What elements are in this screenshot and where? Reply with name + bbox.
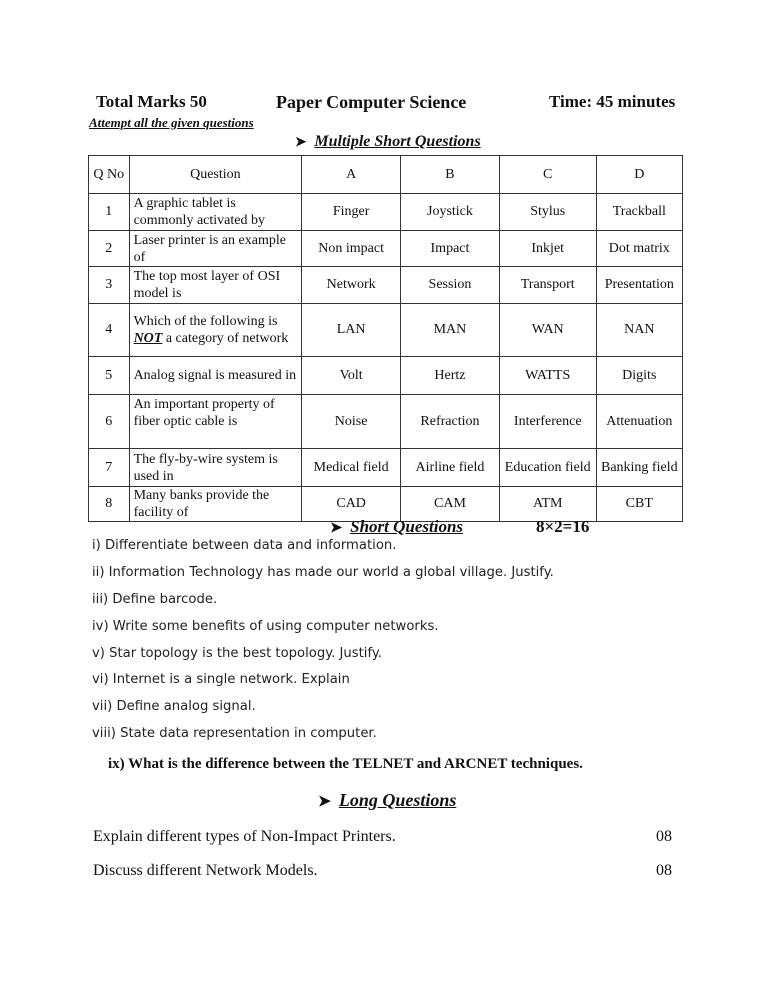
option-b: Refraction	[401, 395, 500, 449]
q-text: Laser printer is an example of	[129, 231, 302, 267]
q-number: 4	[89, 304, 130, 357]
short-question: iii) Define barcode.	[92, 592, 218, 607]
option-c: Transport	[499, 267, 596, 304]
q-text: The top most layer of OSI model is	[129, 267, 302, 304]
option-a: CAD	[302, 487, 401, 522]
not-emphasis: NOT	[133, 331, 163, 346]
option-d: Digits	[596, 357, 682, 395]
header-d: D	[596, 156, 682, 194]
long-question-marks: 08	[656, 828, 672, 845]
header-b: B	[401, 156, 500, 194]
option-a: Finger	[302, 194, 401, 231]
q-text: Analog signal is measured in	[129, 357, 302, 395]
option-b: Airline field	[401, 449, 500, 487]
option-d: Banking field	[596, 449, 682, 487]
option-a: Medical field	[302, 449, 401, 487]
header-c: C	[499, 156, 596, 194]
short-question: viii) State data representation in computer.	[92, 726, 377, 741]
option-b: Joystick	[401, 194, 500, 231]
option-d: Presentation	[596, 267, 682, 304]
option-b: Hertz	[401, 357, 500, 395]
mcq-section-title: ➤ Multiple Short Questions	[295, 133, 481, 150]
q-number: 7	[89, 449, 130, 487]
option-a: Non impact	[302, 231, 401, 267]
option-d: NAN	[596, 304, 682, 357]
option-c: ATM	[499, 487, 596, 522]
option-a: Noise	[302, 395, 401, 449]
option-c: WATTS	[499, 357, 596, 395]
table-row	[89, 395, 683, 449]
q-text: An important property of fiber optic cable is	[129, 395, 302, 449]
option-b: Session	[401, 267, 500, 304]
mcq-table	[88, 155, 683, 522]
arrow-bullet-icon: ➤	[295, 134, 307, 149]
option-a: Volt	[302, 357, 401, 395]
instruction: Attempt all the given questions	[89, 115, 254, 130]
table-row	[89, 304, 683, 357]
header-question: Question	[129, 156, 302, 194]
option-c: Interference	[499, 395, 596, 449]
option-d: Trackball	[596, 194, 682, 231]
arrow-bullet-icon: ➤	[330, 520, 343, 536]
q-text: The fly-by-wire system is used in	[129, 449, 302, 487]
q-text: Many banks provide the facility of	[129, 487, 302, 522]
option-d: CBT	[596, 487, 682, 522]
short-question-9: ix) What is the difference between the TELNET and ARCNET techniques.	[108, 756, 583, 772]
short-question: i) Differentiate between data and information.	[92, 538, 397, 553]
short-section-title: ➤ Short Questions	[330, 517, 464, 536]
table-row	[89, 231, 683, 267]
short-question: iv) Write some benefits of using computer networks.	[92, 619, 439, 634]
q-text: Which of the following is NOT a category of network	[129, 304, 302, 357]
table-row	[89, 267, 683, 304]
option-c: Education field	[499, 449, 596, 487]
option-d: Attenuation	[596, 395, 682, 449]
short-question: vii) Define analog signal.	[92, 699, 256, 714]
option-a: Network	[302, 267, 401, 304]
short-question: vi) Internet is a single network. Explain	[92, 672, 350, 687]
table-row	[89, 194, 683, 231]
short-question: ii) Information Technology has made our world a global village. Justify.	[92, 565, 554, 580]
short-marks: 8×2=16	[536, 517, 590, 536]
option-d: Dot matrix	[596, 231, 682, 267]
option-c: WAN	[499, 304, 596, 357]
q-number: 6	[89, 395, 130, 449]
short-question: v) Star topology is the best topology. Justify.	[92, 646, 382, 661]
table-header-row	[89, 156, 683, 194]
q-number: 3	[89, 267, 130, 304]
option-c: Stylus	[499, 194, 596, 231]
q-number: 2	[89, 231, 130, 267]
q-number: 5	[89, 357, 130, 395]
q-text: A graphic tablet is commonly activated by	[129, 194, 302, 231]
option-b: Impact	[401, 231, 500, 267]
long-question: Discuss different Network Models.	[93, 862, 318, 879]
option-b: MAN	[401, 304, 500, 357]
option-c: Inkjet	[499, 231, 596, 267]
table-row	[89, 357, 683, 395]
long-section-title: ➤ Long Questions	[318, 790, 457, 810]
header-a: A	[302, 156, 401, 194]
option-b: CAM	[401, 487, 500, 522]
header-qno: Q No	[89, 156, 130, 194]
total-marks: Total Marks 50	[96, 92, 207, 111]
table-row	[89, 449, 683, 487]
arrow-bullet-icon: ➤	[318, 793, 331, 810]
long-question-marks: 08	[656, 862, 672, 879]
q-number: 8	[89, 487, 130, 522]
time-limit: Time: 45 minutes	[549, 92, 676, 111]
paper-title: Paper Computer Science	[276, 92, 467, 112]
q-number: 1	[89, 194, 130, 231]
option-a: LAN	[302, 304, 401, 357]
long-question: Explain different types of Non-Impact Printers.	[93, 828, 396, 845]
